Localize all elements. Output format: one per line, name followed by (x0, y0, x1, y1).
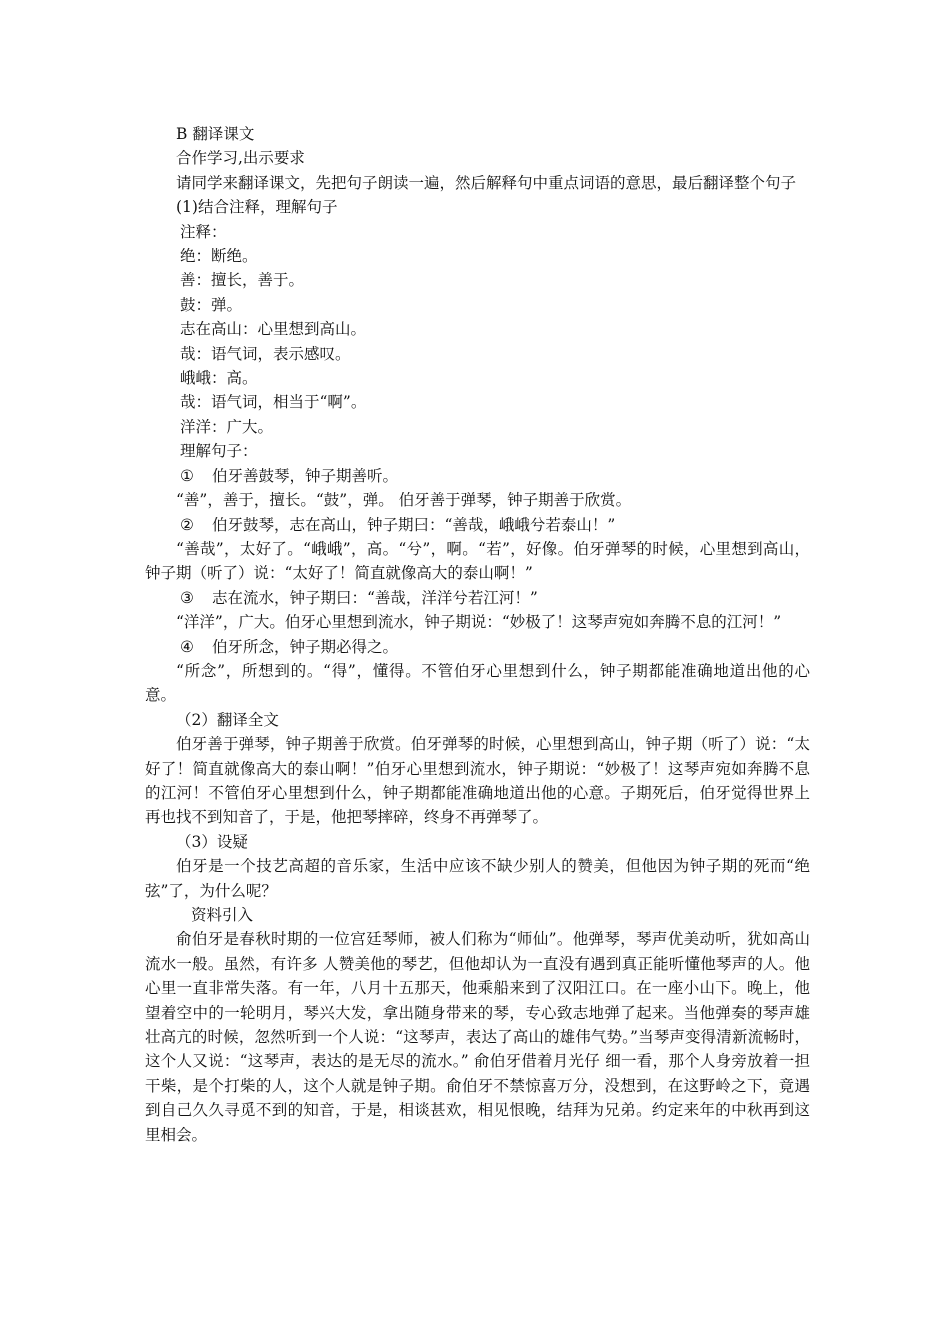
note-item: 绝：断绝。 (180, 247, 258, 266)
section-b-heading: B 翻译课文 (176, 125, 255, 143)
part2-title: （2）翻译全文 (176, 710, 279, 729)
sentence-number: ④ (180, 637, 194, 656)
sentence-text: 伯牙善鼓琴，钟子期善听。 (212, 466, 399, 485)
sentence-line (145, 586, 810, 610)
note-item: 哉：语气词，相当于“啊”。 (180, 393, 367, 412)
sentence-number: ① (180, 466, 194, 485)
note-item: 峨峨：高。 (180, 369, 258, 388)
part3-title: （3）设疑 (176, 832, 248, 851)
note-item: 洋洋：广大。 (180, 417, 274, 436)
material-title: 资料引入 (191, 906, 254, 924)
sentence-text: 伯牙所念，钟子期必得之。 (212, 637, 399, 656)
part1-title: (1)结合注释，理解句子 (176, 198, 338, 217)
instruction-paragraph: 请同学来翻译课文，先把句子朗读一遍，然后解释句中重点词语的意思，最后翻译整个句子 (176, 173, 797, 192)
full-translation-paragraph: 伯牙善于弹琴，钟子期善于欣赏。伯牙弹琴的时候，心里想到高山，钟子期（听了）说：“太好了！简直就像高大的泰山啊！”伯牙心里想到流水，钟子期说：“妙极了！这琴声宛如奔腾不息的江河！不管伯牙心里想到什么，钟子期都能准确地道出他的心意。子期死后，伯牙觉得世界上再也找不到知音了，于是，他把琴摔碎，终身不再弹琴了。 (145, 735, 810, 827)
sentence-number: ③ (180, 588, 194, 607)
notes-title: 注释： (180, 222, 227, 241)
sentence-line (145, 464, 810, 488)
cooperative-learning-heading: 合作学习,出示要求 (176, 149, 305, 168)
question-paragraph: 伯牙是一个技艺高超的音乐家，生活中应该不缺少别人的赞美，但他因为钟子期的死而“绝弦”了，为什么呢？ (145, 857, 810, 900)
note-item: 志在高山：心里想到高山。 (180, 320, 367, 339)
note-item: 善：擅长，善于。 (180, 271, 305, 290)
document-body (145, 122, 810, 1147)
note-item: 鼓：弹。 (180, 295, 243, 314)
sentence-explanation: “善”，善于，擅长。“鼓”，弹。 伯牙善于弹琴，钟子期善于欣赏。 (176, 491, 632, 510)
sentence-text: 伯牙鼓琴，志在高山，钟子期曰：“善哉，峨峨兮若泰山！” (212, 515, 616, 534)
sentence-line (145, 513, 810, 537)
understand-title: 理解句子： (180, 442, 258, 461)
material-paragraph: 俞伯牙是春秋时期的一位宫廷琴师，被人们称为“师仙”。他弹琴，琴声优美动听，犹如高山流水一般。虽然，有许多 人赞美他的琴艺，但他却认为一直没有遇到真正能听懂他琴声的人。他心里一直非常失落。有一年，八月十五那天，他乘船来到了汉阳江口。在一座小山下。晚上，他望着空中的一轮明月，琴兴大发，拿出随身带来的琴，专心致志地弹了起来。当他弹奏的琴声雄壮高亢的时候，忽然听到一个人说：“这琴声，表达了高山的雄伟气势。”当琴声变得清新流畅时，这个人又说：“这琴声，表达的是无尽的流水。” 俞伯牙借着月光仔 细一看，那个人身旁放着一担干柴，是个打柴的人，这个人就是钟子期。俞伯牙不禁惊喜万分，没想到，在这野岭之下，竟遇到自己久久寻觅不到的知音，于是，相谈甚欢，相见恨晚，结拜为兄弟。约定来年的中秋再到这里相会。 (145, 930, 810, 1144)
sentence-number: ② (180, 515, 194, 534)
note-item: 哉：语气词，表示感叹。 (180, 344, 351, 363)
sentence-explanation: “善哉”，太好了。“峨峨”，高。“兮”，啊。“若”，好像。伯牙弹琴的时候，心里想到高山，钟子期（听了）说：“太好了！简直就像高大的泰山啊！” (145, 539, 810, 583)
sentence-explanation: “洋洋”，广大。伯牙心里想到流水，钟子期说：“妙极了！这琴声宛如奔腾不息的江河！” (176, 613, 782, 632)
sentence-text: 志在流水，钟子期曰：“善哉，洋洋兮若江河！” (212, 588, 538, 607)
sentence-explanation: “所念”，所想到的。“得”，懂得。不管伯牙心里想到什么，钟子期都能准确地道出他的心意。 (145, 661, 810, 705)
sentence-line (145, 635, 810, 659)
